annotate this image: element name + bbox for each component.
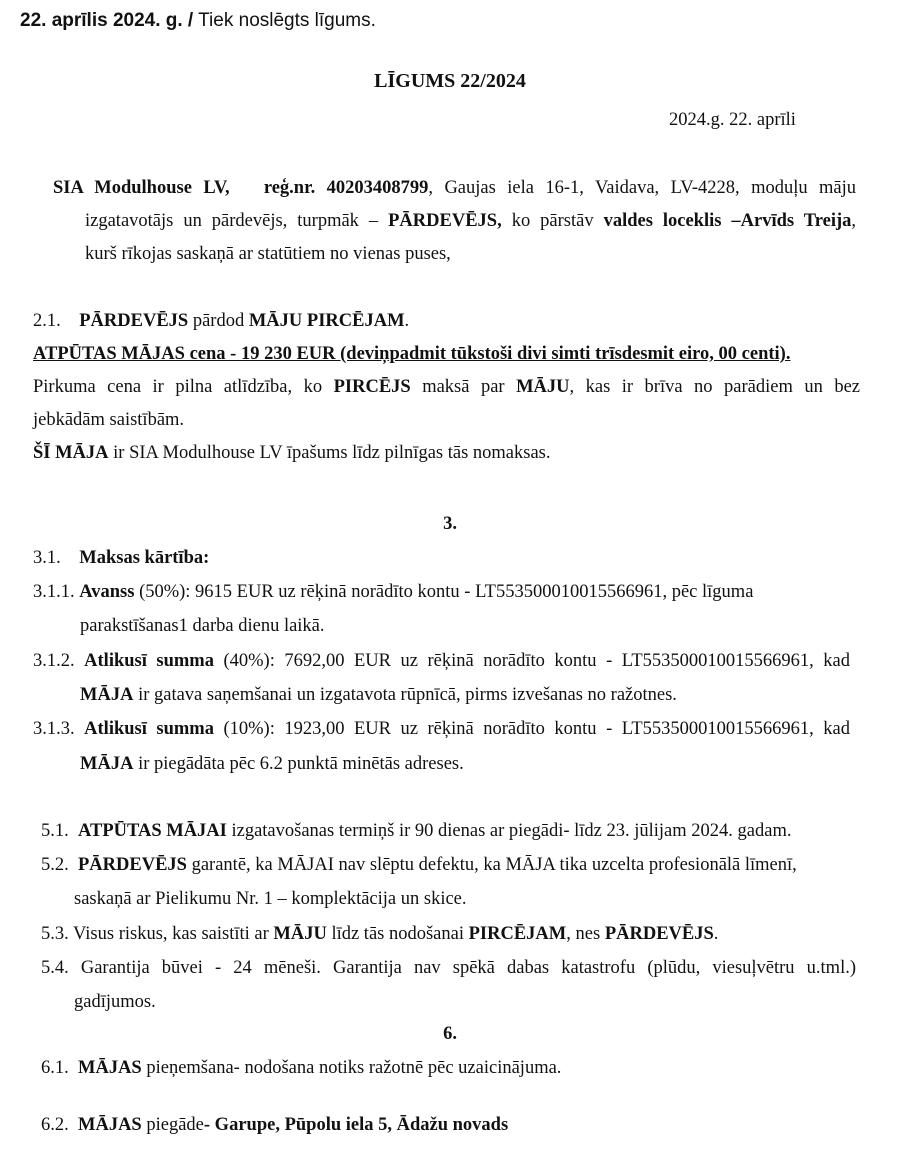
remaining-sum-term: Atlikusī summa [84, 719, 214, 739]
clause-text: ir SIA Modulhouse LV īpašums līdz pilnīgas tās nomaksas. [108, 443, 551, 463]
intro-line-2 [85, 211, 856, 232]
clause-number: 3.1.2. [33, 651, 75, 671]
house-term: MĀJU [516, 377, 570, 397]
clause-3-1-1-line-1 [33, 582, 753, 603]
clause-title: Maksas kārtība: [79, 548, 210, 568]
seller-term: PĀRDEVĒJS [604, 924, 714, 944]
clause-6-1 [41, 1058, 561, 1079]
clause-text: Pirkuma cena ir pilna atlīdzība, ko [33, 377, 334, 397]
clause-text: izgatavošanas termiņš ir 90 dienas ar piegādi- līdz 23. jūlijam 2024. gadam. [226, 821, 792, 841]
contract-date: 2024.g. 22. aprīli [669, 110, 796, 130]
clause-text: , kas ir brīva no parādiem un bez [569, 377, 860, 397]
document-header [20, 10, 376, 32]
clause-text: pieņemšana- nodošana notiks ražotnē pēc uzaicinājuma. [141, 1058, 562, 1078]
clause-text: ir gatava saņemšanai un izgatavota rūpnīcā, pirms izvešanas no ražotnes. [133, 685, 677, 705]
clause-text: . [713, 924, 719, 944]
clause-number: 5.2. [41, 855, 69, 875]
clause-text: (40%): 7692,00 EUR uz rēķinā norādīto kontu - LT553500010015566961, kad [213, 651, 851, 671]
clause-text: ir piegādāta pēc 6.2 punktā minētās adreses. [133, 754, 464, 774]
clause-text: (10%): 1923,00 EUR uz rēķinā norādīto kontu - LT553500010015566961, kad [213, 719, 851, 739]
house-term: ATPŪTAS MĀJAI [78, 821, 227, 841]
price-paragraph-line-2: jebkādām saistībām. [33, 410, 185, 430]
seller-term: PĀRDEVĒJS, [388, 211, 502, 231]
clause-text: piegāde [141, 1115, 204, 1135]
clause-number: 2.1. [33, 311, 61, 331]
intro-text: , [851, 211, 856, 231]
clause-text: garantē, ka MĀJAI nav slēptu defektu, ka MĀJA tika uzcelta profesionālā līmenī, [186, 855, 797, 875]
clause-3-1-3-line-1 [33, 719, 850, 740]
section-3-heading: 3. [443, 514, 457, 534]
clause-5-2-line-2: saskaņā ar Pielikumu Nr. 1 – komplektācija un skice. [74, 889, 467, 909]
object-term: MĀJU PIRCĒJAM [248, 311, 405, 331]
clause-text: 5.3. Visus riskus, kas saistīti ar [41, 924, 274, 944]
clause-6-2 [41, 1115, 508, 1136]
buyer-term: PIRCĒJAM [468, 924, 567, 944]
house-term: MĀJAS [78, 1058, 142, 1078]
intro-text: ko pārstāv [501, 211, 604, 231]
seller-term: PĀRDEVĒJS [78, 855, 187, 875]
ownership-line [33, 443, 551, 464]
clause-number: 6.2. [41, 1115, 69, 1135]
clause-text: (50%): 9615 EUR uz rēķinā norādīto kontu - LT553500010015566961, pēc līguma [134, 582, 754, 602]
house-term: MĀJAS [78, 1115, 142, 1135]
clause-text: pārdod [188, 311, 249, 331]
header-status: Tiek noslēgts līgums. [193, 10, 376, 31]
clause-number: 6.1. [41, 1058, 69, 1078]
seller-address: , Gaujas iela 16-1, Vaidava, LV-4228, moduļu māju [428, 178, 857, 198]
remaining-sum-term: Atlikusī summa [84, 651, 214, 671]
clause-2-1 [33, 311, 409, 332]
section-6-heading: 6. [443, 1024, 457, 1044]
house-term: ŠĪ MĀJA [33, 443, 109, 463]
clause-3-1-3-line-2 [80, 754, 464, 775]
contract-title: LĪGUMS 22/2024 [374, 70, 526, 92]
house-term: MĀJU [273, 924, 327, 944]
clause-number: 3.1. [33, 548, 61, 568]
clause-3-1-1-line-2: parakstīšanas1 darba dienu laikā. [80, 616, 325, 636]
clause-number: 3.1.3. [33, 719, 75, 739]
delivery-address: - Garupe, Pūpolu iela 5, Ādažu novads [203, 1115, 509, 1135]
house-term: MĀJA [80, 754, 134, 774]
seller-representative: valdes loceklis –Arvīds Treija [603, 211, 852, 231]
seller-company-name: SIA Modulhouse LV, [53, 178, 230, 198]
seller-term: PĀRDEVĒJS [79, 311, 189, 331]
advance-term: Avanss [79, 582, 135, 602]
intro-line-3: kurš rīkojas saskaņā ar statūtiem no vienas puses, [85, 244, 451, 264]
clause-5-2-line-1 [41, 855, 797, 876]
clause-text: , nes [566, 924, 605, 944]
clause-3-1 [33, 548, 209, 569]
clause-text: maksā par [410, 377, 517, 397]
price-line: ATPŪTAS MĀJAS cena - 19 230 EUR (deviņpadmit tūkstoši divi simti trīsdesmit eiro, 00 centi). [33, 344, 791, 364]
clause-number: 3.1.1. [33, 582, 75, 602]
clause-5-4-line-2: gadījumos. [74, 992, 156, 1012]
clause-text: līdz tās nodošanai [326, 924, 469, 944]
clause-3-1-2-line-1 [33, 651, 850, 672]
intro-text: izgatavotājs un pārdevējs, turpmāk – [85, 211, 389, 231]
clause-5-1 [41, 821, 791, 842]
clause-5-3 [41, 924, 718, 945]
clause-number: 5.1. [41, 821, 69, 841]
clause-5-4-line-1: 5.4. Garantija būvei - 24 mēneši. Garantija nav spēkā dabas katastrofu (plūdu, viesuļvētru u.tml.) [41, 958, 856, 978]
buyer-term: PIRCĒJS [333, 377, 411, 397]
house-term: MĀJA [80, 685, 134, 705]
seller-reg-number: reģ.nr. 40203408799 [263, 178, 429, 198]
clause-3-1-2-line-2 [80, 685, 677, 706]
intro-line-1 [53, 178, 856, 199]
clause-text: . [404, 311, 410, 331]
header-date: 22. aprīlis 2024. g. / [20, 10, 194, 31]
price-paragraph-line-1 [33, 377, 860, 398]
